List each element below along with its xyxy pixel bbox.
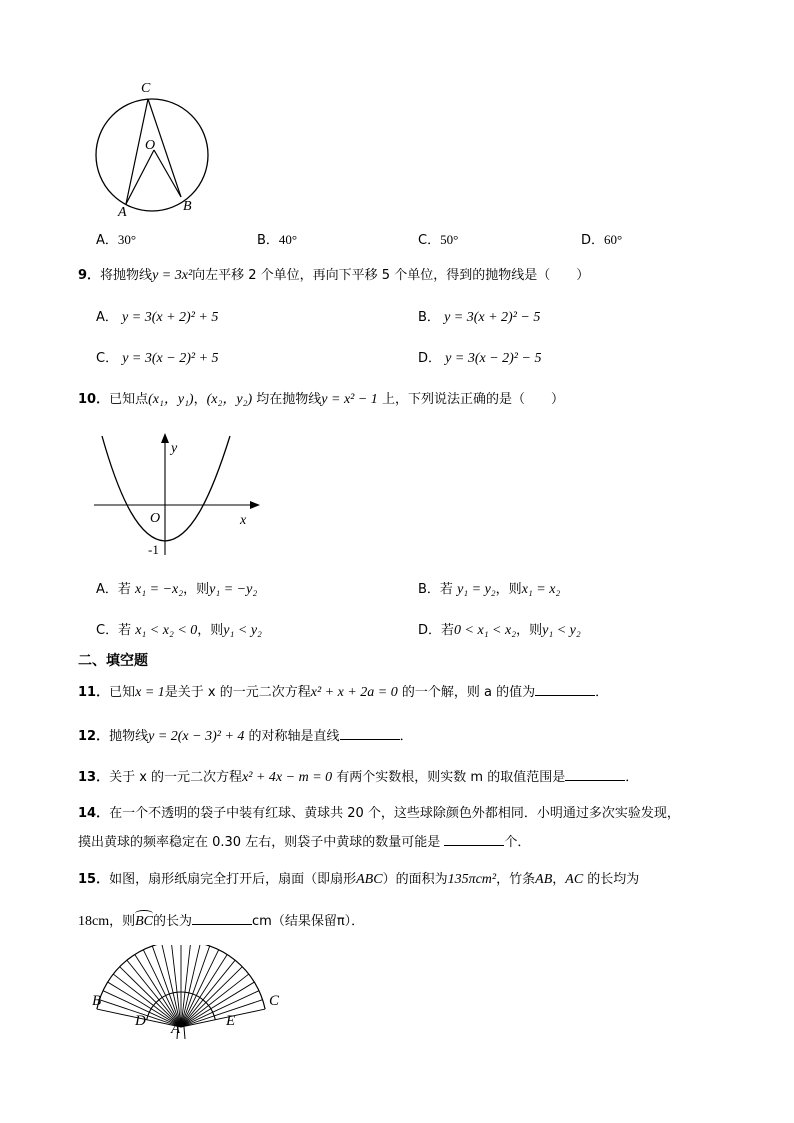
stem-text: 如图，扇形纸扇完全打开后，扇面（即扇形 xyxy=(109,872,357,887)
formula: x² + 4x − m = 0 xyxy=(242,770,333,785)
option-key: A． xyxy=(96,310,118,325)
label-y: y xyxy=(171,441,178,456)
label-o: O xyxy=(150,511,161,526)
stem-text: ． xyxy=(399,729,413,744)
stem-text: ． xyxy=(595,685,609,700)
stem-text: ， xyxy=(193,392,207,407)
question-number: 9． xyxy=(78,268,101,283)
option-formula: x₁ = x₂ xyxy=(521,582,561,597)
formula: AB xyxy=(535,872,553,887)
option-text: 30° xyxy=(117,232,137,247)
option-formula: y₁ < y₂ xyxy=(223,623,262,638)
question-number: 11． xyxy=(78,685,110,700)
label-b: B xyxy=(92,993,102,1009)
stem-text: ． xyxy=(625,770,639,785)
q15-line1 xyxy=(78,868,639,888)
stem-text: 已知 xyxy=(109,685,136,700)
option-formula: y = 3(x + 2)² + 5 xyxy=(122,310,219,325)
option-formula: 0 < x₁ < x₂ xyxy=(454,623,517,638)
answer-blank[interactable] xyxy=(535,683,595,696)
q15-line2 xyxy=(78,910,364,930)
answer-blank[interactable] xyxy=(444,833,504,846)
option-formula: y₁ = y₂ xyxy=(457,582,496,597)
label-o: O xyxy=(145,138,156,153)
question-number: 12． xyxy=(78,729,110,744)
stem-text: 摸出黄球的频率稳定在 0.30 左右，则袋子中黄球的数量可能是 xyxy=(78,835,441,850)
parabola-figure xyxy=(90,430,270,560)
label-b: B xyxy=(183,199,192,214)
fan-rib xyxy=(181,1000,263,1027)
fan-handle xyxy=(184,1027,185,1039)
option-formula: y = 3(x − 2)² + 5 xyxy=(122,351,219,366)
option-text: 若 xyxy=(439,582,458,597)
q13 xyxy=(78,766,638,786)
question-number: 15． xyxy=(78,872,110,887)
formula: ABC xyxy=(356,872,383,887)
label-c: C xyxy=(269,993,280,1009)
q9-stem xyxy=(78,264,589,284)
label-a: A xyxy=(171,1021,181,1037)
stem-text: 在一个不透明的袋子中装有红球、黄球共 20 个，这些球除颜色外都相同．小明通过多次实验发现， xyxy=(109,806,680,821)
stem-text: ，竹条 xyxy=(496,872,536,887)
formula: x² + x + 2a = 0 xyxy=(310,685,398,700)
formula: y = 3x² xyxy=(152,268,193,283)
option-formula: y₁ < y₂ xyxy=(542,623,581,638)
q8-option-a[interactable] xyxy=(96,229,136,248)
q10-stem xyxy=(78,388,564,408)
answer-blank[interactable] xyxy=(565,768,625,781)
option-key: D． xyxy=(418,351,442,366)
q8-option-b[interactable] xyxy=(257,229,297,248)
stem-text: 的长为 xyxy=(153,914,193,929)
q12 xyxy=(78,725,413,745)
q8-option-d[interactable] xyxy=(581,229,622,248)
formula: (x₁，y₁) xyxy=(148,392,194,407)
formula: x = 1 xyxy=(135,685,165,700)
x-axis-arrow xyxy=(250,501,260,509)
q11 xyxy=(78,681,608,701)
stem-text: 有两个实数根，则实数 m 的取值范围是 xyxy=(336,770,566,785)
stem-text: 的对称轴是直线 xyxy=(248,729,340,744)
section-heading-fill-in: 二、填空题 xyxy=(78,653,148,669)
fan-figure xyxy=(88,945,288,1040)
q14-line1 xyxy=(78,802,680,821)
option-key: B． xyxy=(418,582,440,597)
stem-text: 将抛物线 xyxy=(100,268,153,283)
option-key: C． xyxy=(418,233,441,248)
option-text: ，则 xyxy=(516,623,543,638)
option-text: 40° xyxy=(278,232,298,247)
question-number: 14． xyxy=(78,806,110,821)
option-key: C． xyxy=(96,623,119,638)
label-a: A xyxy=(118,205,127,218)
option-key: D． xyxy=(581,233,605,248)
q14-line2 xyxy=(78,831,530,850)
answer-blank[interactable] xyxy=(340,727,400,740)
y-axis-arrow xyxy=(161,433,169,443)
formula: y = 2(x − 3)² + 4 xyxy=(148,729,245,744)
option-text: 若 xyxy=(117,582,136,597)
stem-text: 关于 x 的一元二次方程 xyxy=(109,770,243,785)
formula: (x₂，y₂) xyxy=(206,392,253,407)
q9-option-c[interactable] xyxy=(96,347,219,367)
option-formula: x₁ < x₂ < 0 xyxy=(135,623,198,638)
stem-text: 向左平移 2 个单位，再向下平移 5 个单位，得到的抛物线是（ ） xyxy=(192,268,590,283)
stem-text: 已知点 xyxy=(109,392,149,407)
option-formula: y = 3(x − 2)² − 5 xyxy=(445,351,542,366)
option-formula: y₁ = −y₂ xyxy=(209,582,258,597)
q10-option-c[interactable] xyxy=(96,619,262,639)
option-text: 若 xyxy=(441,623,455,638)
stem-text: ， xyxy=(552,872,566,887)
arc-mark xyxy=(135,910,153,917)
option-text: ，则 xyxy=(495,582,522,597)
formula: AC xyxy=(565,872,584,887)
q9-option-a[interactable] xyxy=(96,306,218,326)
arc-bc xyxy=(135,914,153,930)
label-e: E xyxy=(226,1013,236,1029)
formula: y = x² − 1 xyxy=(321,392,378,407)
option-text: ，则 xyxy=(183,582,210,597)
option-key: C． xyxy=(96,351,119,366)
stem-text: ）的面积为 xyxy=(382,872,448,887)
stem-text: ，则 xyxy=(109,914,136,929)
option-formula: x₁ = −x₂ xyxy=(135,582,184,597)
label-minus-one: -1 xyxy=(148,542,159,557)
option-key: B． xyxy=(418,310,440,325)
option-key: A． xyxy=(96,233,118,248)
stem-text: 抛物线 xyxy=(109,729,149,744)
stem-text: 的长均为 xyxy=(587,872,640,887)
option-key: B． xyxy=(257,233,279,248)
radius-oa xyxy=(126,150,154,204)
option-text: ，则 xyxy=(197,623,224,638)
stem-text: 是关于 x 的一元二次方程 xyxy=(164,685,311,700)
parabola-curve xyxy=(102,436,230,541)
q10-option-b[interactable] xyxy=(418,578,560,598)
option-key: D． xyxy=(418,623,442,638)
arc-label: BC xyxy=(135,914,154,929)
stem-text: 均在抛物线 xyxy=(256,392,322,407)
question-number: 10． xyxy=(78,392,110,407)
option-text: 若 xyxy=(118,623,136,638)
formula: 18cm xyxy=(78,914,110,929)
option-text: 50° xyxy=(440,232,459,247)
label-c: C xyxy=(141,81,151,96)
stem-text: 上，下列说法正确的是（ ） xyxy=(381,392,564,407)
q9-option-d[interactable] xyxy=(418,347,541,367)
label-d: D xyxy=(135,1013,146,1029)
option-key: A． xyxy=(96,582,118,597)
q8-option-c[interactable] xyxy=(418,229,458,248)
formula: 135πcm² xyxy=(447,872,497,887)
q10-option-a[interactable] xyxy=(96,578,257,598)
answer-blank[interactable] xyxy=(192,912,252,925)
stem-text: 的一个解，则 a 的值为 xyxy=(401,685,536,700)
question-number: 13． xyxy=(78,770,110,785)
q10-option-d[interactable] xyxy=(418,619,581,639)
option-formula: y = 3(x + 2)² − 5 xyxy=(444,310,541,325)
stem-text: cm（结果保留π）． xyxy=(252,914,365,929)
label-x: x xyxy=(240,513,247,528)
stem-text: 个． xyxy=(504,835,531,850)
option-text: 60° xyxy=(604,232,623,247)
q9-option-b[interactable] xyxy=(418,306,540,326)
circle-figure xyxy=(90,78,215,218)
fan-rib xyxy=(120,967,181,1027)
